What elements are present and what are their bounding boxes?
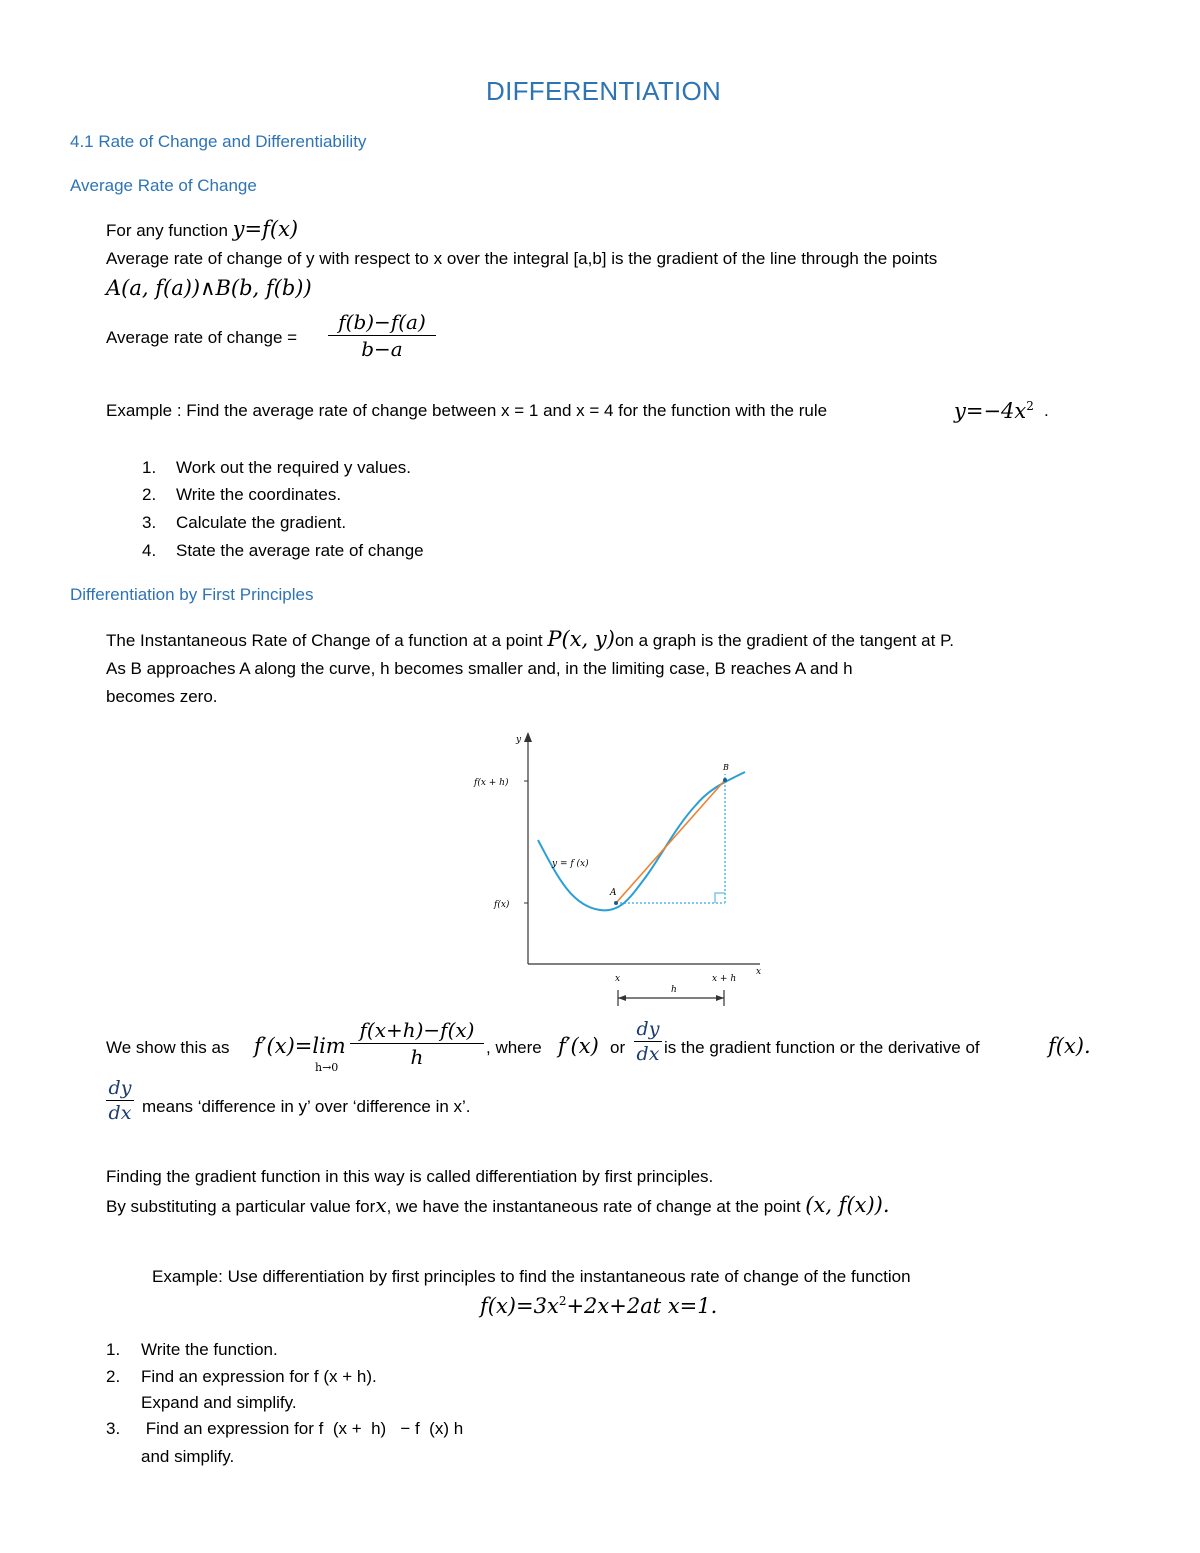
- definition-fprime: f′(x)=lim: [254, 1034, 346, 1058]
- means-bar: [106, 1100, 134, 1101]
- fraction-numerator: f(b)−f(a): [338, 310, 426, 334]
- example1-text: Example : Find the average rate of change between x = 1 and x = 4 for the function with the rule: [106, 401, 828, 420]
- definition-fx: f(x).: [1048, 1034, 1091, 1058]
- xh-tick-label: x + h: [712, 974, 737, 984]
- h-arrow-left: [618, 995, 626, 1001]
- step-number: 1.: [106, 1340, 121, 1359]
- example2-func-rest: +2x+2at x=1.: [566, 1294, 718, 1318]
- example1-math: [954, 399, 1034, 423]
- secant-line: [616, 780, 725, 903]
- definition-where: , where: [486, 1038, 542, 1057]
- definition-numerator: f(x+h)−f(x): [359, 1018, 475, 1042]
- points-math: A(a, f(a))∧B(b, f(b)): [106, 276, 312, 300]
- step-number: 2.: [142, 485, 157, 504]
- fraction-bar: [328, 335, 436, 336]
- secant-tangent-figure: [460, 728, 780, 1018]
- dydx-bar: [634, 1041, 662, 1042]
- dy-text: dy: [636, 1018, 660, 1040]
- x-axis-label: x: [756, 967, 762, 977]
- example2-step-3: [106, 1419, 463, 1439]
- subheading-average-rate: Average Rate of Change: [70, 176, 257, 195]
- point-p-math: P(x, y): [547, 627, 615, 651]
- example2-func-exp: 2: [558, 1294, 567, 1308]
- first-principles-line1: [106, 629, 954, 651]
- right-angle-marker: [715, 893, 725, 903]
- line1-text-a: The Instantaneous Rate of Change of a function at a point: [106, 631, 543, 650]
- means-dy: dy: [108, 1077, 132, 1099]
- function-line: [106, 219, 298, 241]
- line1-text-b: on a graph is the gradient of the tangent at P.: [614, 631, 954, 650]
- definition-pre: We show this as: [106, 1038, 230, 1057]
- example1-math-base: y=−4x: [954, 399, 1027, 423]
- definition-tail: is the gradient function or the derivative of: [664, 1038, 980, 1057]
- means-dydx: [106, 1077, 134, 1124]
- dx-text: dx: [636, 1043, 660, 1065]
- example2-step-2: [106, 1367, 377, 1387]
- definition-fraction-bar: [350, 1043, 484, 1044]
- step-number: 2.: [106, 1367, 121, 1386]
- step-text: State the average rate of change: [176, 541, 424, 560]
- step-number: 4.: [142, 541, 157, 560]
- step-text: Write the coordinates.: [176, 485, 342, 504]
- example1-math-exp: 2: [1026, 399, 1034, 413]
- subheading-first-principles: Differentiation by First Principles: [70, 585, 314, 604]
- means-text: means ‘difference in y’ over ‘difference in x’.: [142, 1097, 471, 1116]
- formula-label: Average rate of change =: [106, 328, 298, 347]
- curve-label: y = f (x): [552, 859, 589, 869]
- step-number: 1.: [142, 458, 157, 477]
- example2-line1: Example: Use differentiation by first principles to find the instantaneous rate of change of the function: [152, 1267, 911, 1286]
- step-text: Find an expression for f (x + h).: [141, 1367, 377, 1386]
- example1-step-1: [142, 458, 411, 478]
- point-b-dot: [723, 778, 727, 782]
- avg-rate-fraction: [328, 310, 436, 361]
- step-text: Write the function.: [141, 1340, 278, 1359]
- first-principles-line2: As B approaches A along the curve, h becomes smaller and, in the limiting case, B reaches A and h: [106, 659, 853, 678]
- example2-step-2-cont: Expand and simplify.: [141, 1393, 297, 1412]
- function-text: For any function: [106, 221, 228, 240]
- example2-func-base: f(x)=3x: [480, 1294, 559, 1318]
- finding-text-b: , we have the instantaneous rate of change at the point: [386, 1197, 801, 1216]
- example1-step-4: [142, 541, 424, 561]
- example2-function: [480, 1294, 717, 1318]
- h-label: h: [671, 985, 677, 995]
- y-axis-label: y: [516, 735, 522, 745]
- definition-dydx: [634, 1018, 662, 1065]
- means-dx: dx: [108, 1102, 132, 1124]
- step-number: 3.: [106, 1419, 121, 1438]
- example1-step-3: [142, 513, 346, 533]
- finding-line1: Finding the gradient function in this way is called differentiation by first principles.: [106, 1167, 714, 1186]
- finding-x: x: [375, 1193, 387, 1217]
- step-text: Find an expression for f (x + h) − f (x) h: [141, 1419, 464, 1438]
- fxh-tick-label: f(x + h): [474, 778, 509, 788]
- step-text: Work out the required y values.: [176, 458, 411, 477]
- definition-or: or: [610, 1038, 626, 1057]
- example2-step-3-cont: and simplify.: [141, 1447, 235, 1466]
- example1-end: .: [1044, 401, 1049, 420]
- definition-fprime2: f′(x): [558, 1034, 599, 1058]
- first-principles-line3: becomes zero.: [106, 687, 218, 706]
- example1-step-2: [142, 485, 341, 505]
- definition-lim-sub: h→0: [315, 1061, 339, 1074]
- point-a-dot: [614, 901, 618, 905]
- point-b-label: B: [723, 763, 729, 772]
- finding-line2: [106, 1195, 890, 1217]
- page-title: DIFFERENTIATION: [486, 76, 722, 106]
- h-arrow-right: [716, 995, 724, 1001]
- fx-tick-label: f(x): [494, 900, 510, 910]
- y-axis-arrow: [524, 732, 532, 742]
- finding-text-a: By substituting a particular value for: [106, 1197, 376, 1216]
- step-text: Calculate the gradient.: [176, 513, 347, 532]
- definition-denominator: h: [410, 1045, 424, 1069]
- fraction-denominator: b−a: [361, 337, 403, 361]
- example2-step-1: [106, 1340, 278, 1360]
- section-heading: 4.1 Rate of Change and Differentiability: [70, 132, 367, 151]
- point-a-label: A: [610, 888, 617, 898]
- x-tick-label: x: [615, 974, 621, 984]
- function-math: y=f(x): [232, 217, 299, 241]
- definition-fraction: [350, 1018, 484, 1069]
- avg-rate-definition: Average rate of change of y with respect to x over the integral [a,b] is the gradient of the line through the points: [106, 249, 938, 268]
- step-number: 3.: [142, 513, 157, 532]
- finding-point: (x, f(x)).: [805, 1193, 890, 1217]
